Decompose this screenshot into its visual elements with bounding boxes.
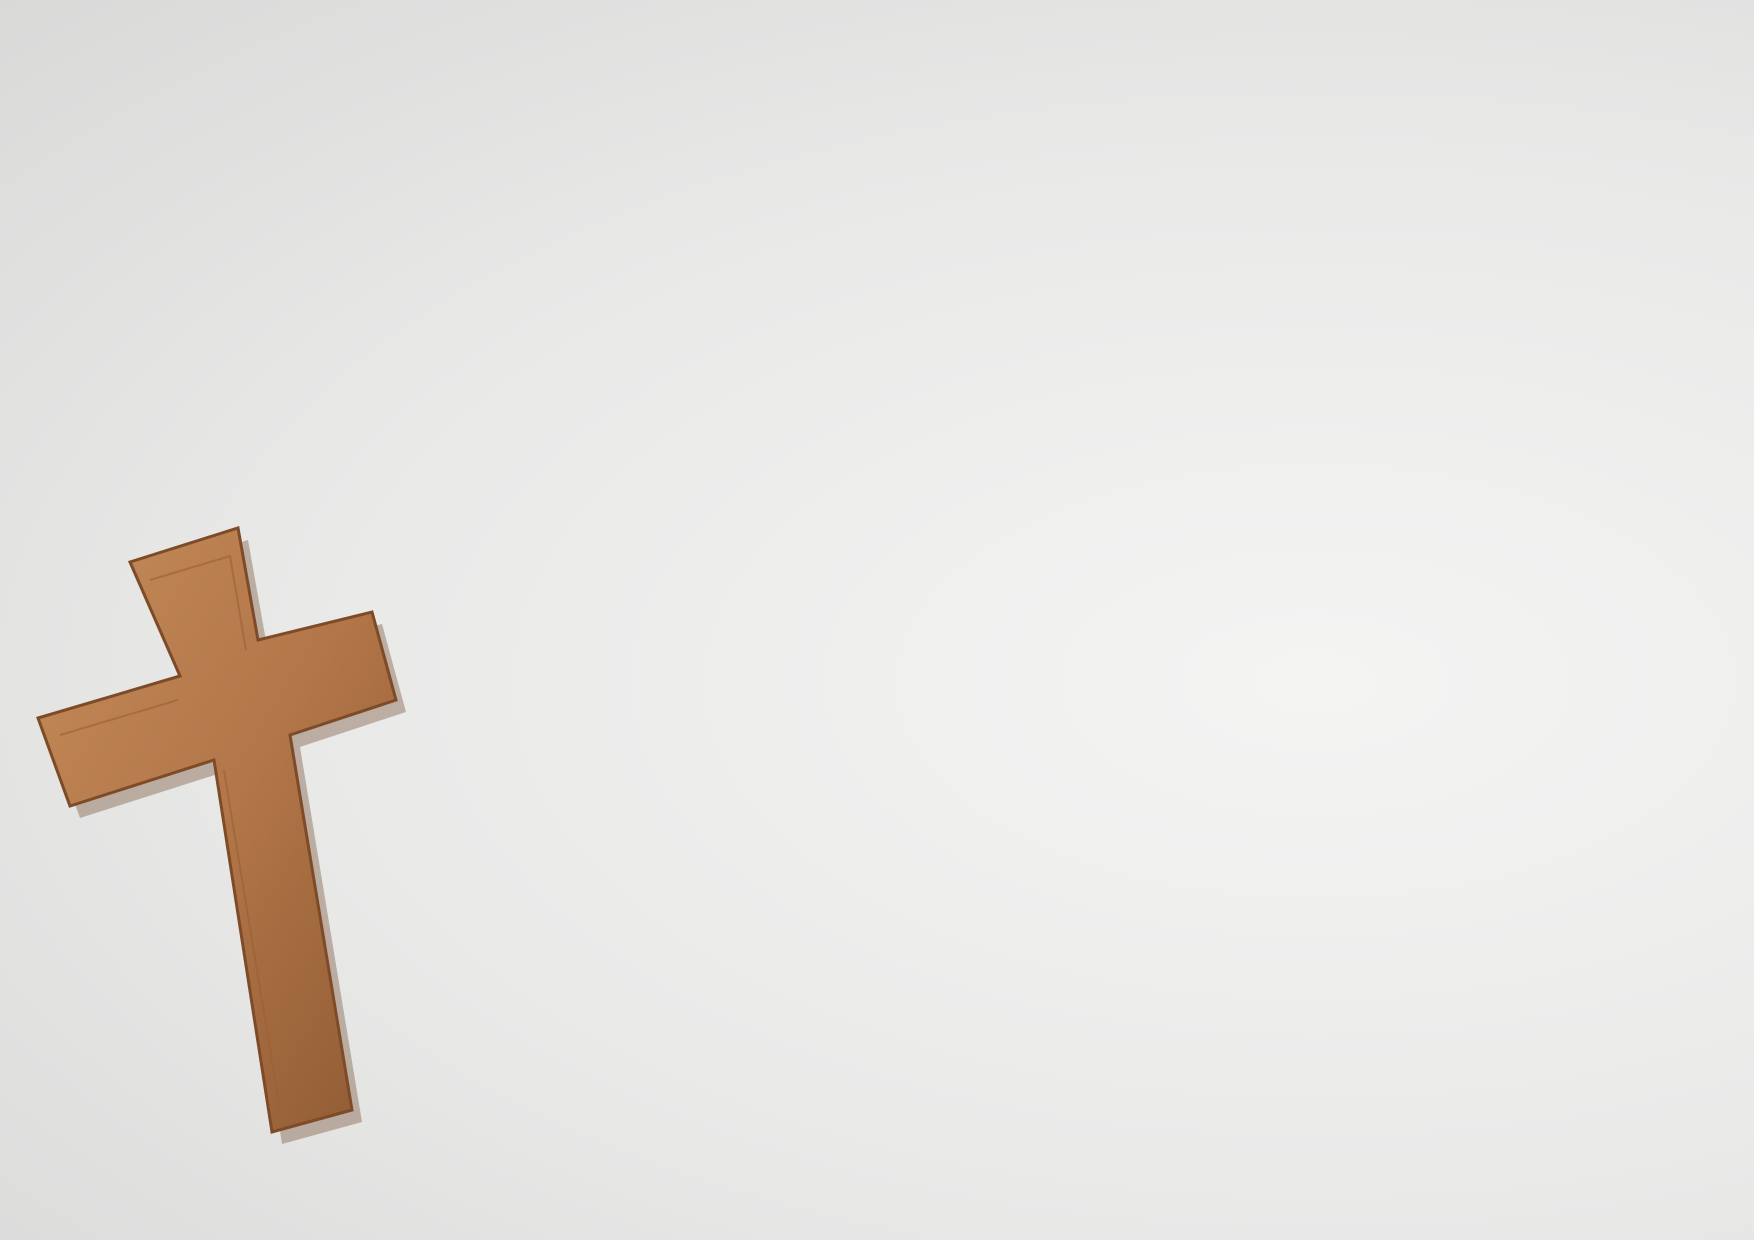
wooden-cross-icon	[38, 528, 406, 1144]
